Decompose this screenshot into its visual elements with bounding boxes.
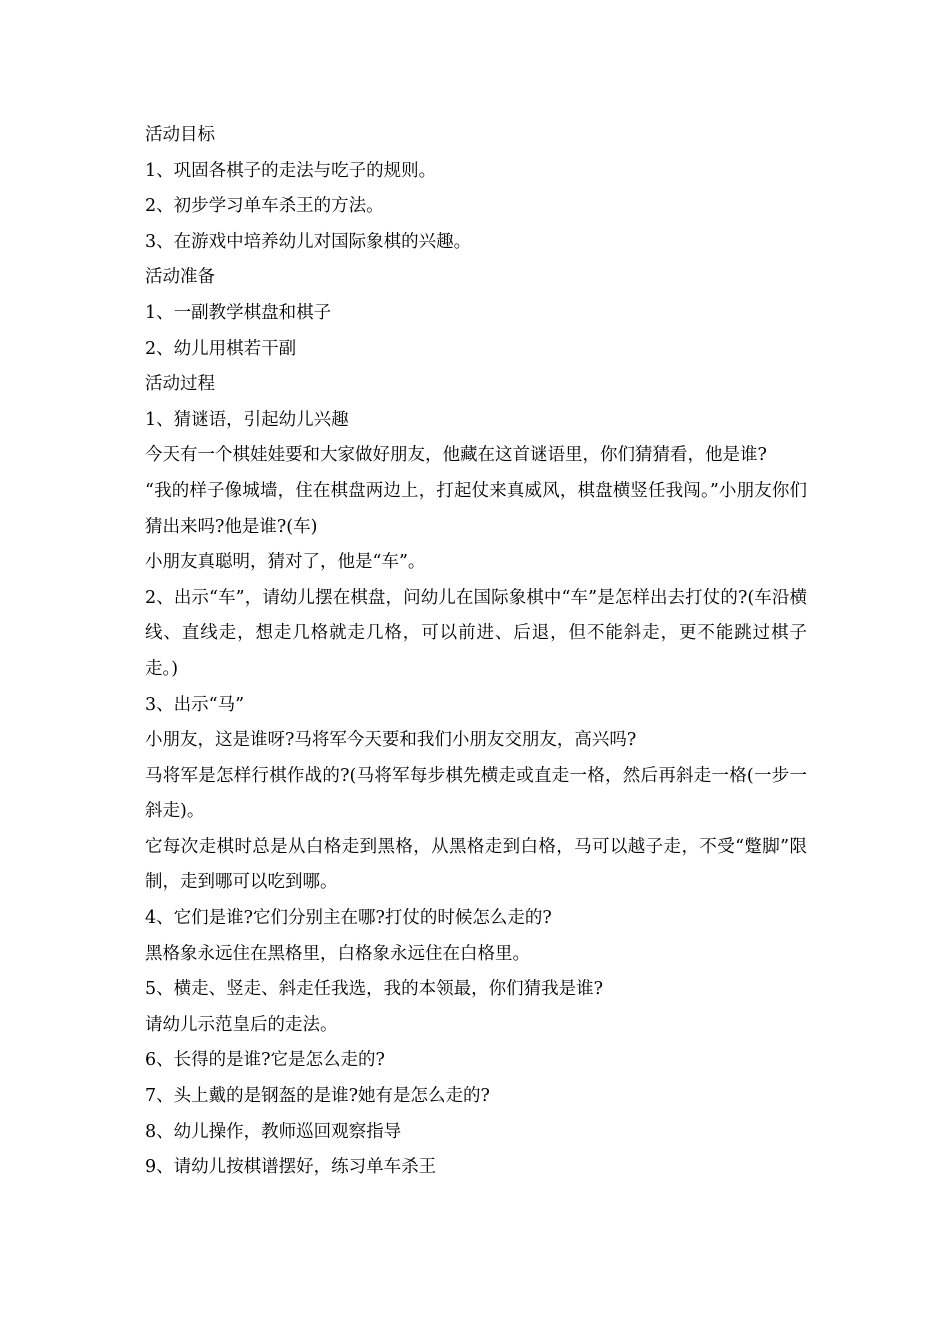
body-paragraph: 它每次走棋时总是从白格走到黑格，从黑格走到白格，马可以越子走，不受“蹩脚”限制，走到哪可以吃到哪。 xyxy=(145,836,807,893)
document-body xyxy=(145,118,807,1186)
process-step-3: 3、出示“马” xyxy=(145,694,245,715)
process-step-4: 4、它们是谁?它们分别主在哪?打仗的时候怎么走的? xyxy=(145,908,552,929)
section-heading-goals: 活动目标 xyxy=(145,125,215,145)
process-step-2: 2、出示“车”，请幼儿摆在棋盘，问幼儿在国际象棋中“车”是怎样出去打仗的?(车沿横线、直线走，想走几格就走几格，可以前进、后退，但不能斜走，更不能跳过棋子走。) xyxy=(145,587,807,679)
riddle-paragraph: “我的样子像城墙，住在棋盘两边上，打起仗来真威风，棋盘横竖任我闯。”小朋友你们猜出来吗?他是谁?(车) xyxy=(145,480,807,537)
goal-item-1: 1、巩固各棋子的走法与吃子的规则。 xyxy=(145,160,437,181)
preparation-item-2: 2、幼儿用棋若干副 xyxy=(145,338,297,359)
section-heading-preparation: 活动准备 xyxy=(145,267,215,288)
goal-item-2: 2、初步学习单车杀王的方法。 xyxy=(145,196,384,217)
process-step-1: 1、猜谜语，引起幼儿兴趣 xyxy=(145,409,349,430)
body-paragraph: 小朋友真聪明，猜对了，他是“车”。 xyxy=(145,552,426,573)
process-step-5: 5、横走、竖走、斜走任我选，我的本领最，你们猜我是谁? xyxy=(145,979,604,1000)
body-paragraph: 小朋友，这是谁呀?马将军今天要和我们小朋友交朋友，高兴吗? xyxy=(145,730,637,751)
body-paragraph: 马将军是怎样行棋作战的?(马将军每步棋先横走或直走一格，然后再斜走一格(一步一斜走)。 xyxy=(145,765,807,822)
body-paragraph: 今天有一个棋娃娃要和大家做好朋友，他藏在这首谜语里，你们猜猜看，他是谁? xyxy=(145,445,767,466)
section-heading-process: 活动过程 xyxy=(145,374,215,395)
goal-item-3: 3、在游戏中培养幼儿对国际象棋的兴趣。 xyxy=(145,231,472,252)
process-step-7: 7、头上戴的是钢盔的是谁?她有是怎么走的? xyxy=(145,1086,490,1107)
body-paragraph: 请幼儿示范皇后的走法。 xyxy=(145,1014,338,1035)
process-step-9: 9、请幼儿按棋谱摆好，练习单车杀王 xyxy=(145,1157,437,1178)
process-step-8: 8、幼儿操作，教师巡回观察指导 xyxy=(145,1121,402,1142)
preparation-item-1: 1、一副教学棋盘和棋子 xyxy=(145,302,332,323)
body-paragraph: 黑格象永远住在黑格里，白格象永远住在白格里。 xyxy=(145,943,530,964)
process-step-6: 6、长得的是谁?它是怎么走的? xyxy=(145,1050,385,1071)
